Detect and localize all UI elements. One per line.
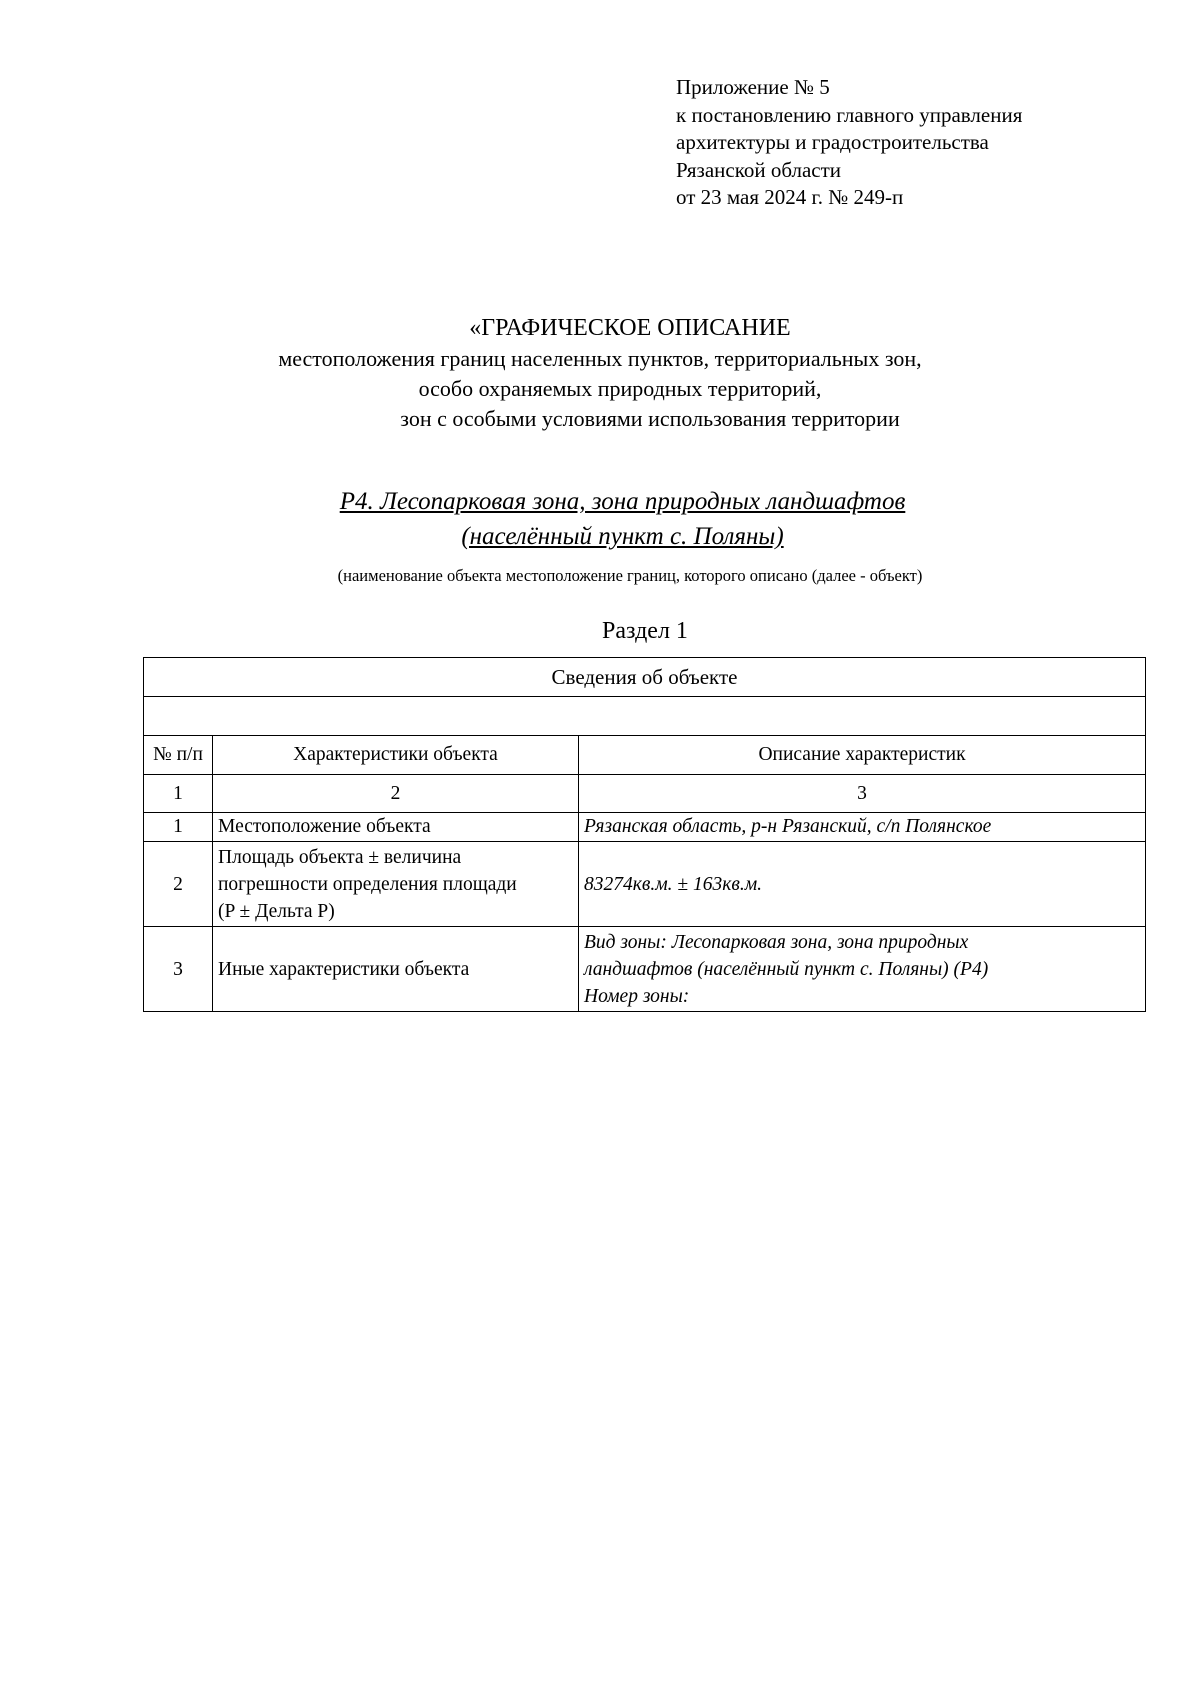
appendix-line: от 23 мая 2024 г. № 249-п [676,185,904,209]
characteristic-line: Местоположение объекта [218,816,431,837]
object-info-table [143,657,1146,1012]
object-name-hint: (наименование объекта местоположение границ, которого описано (далее - объект) [337,566,923,585]
section-title: Раздел 1 [602,618,688,644]
appendix-line: Рязанской области [676,157,842,182]
description-line: 83274кв.м. ± 163кв.м. [584,873,763,895]
document-title [0,312,1200,434]
characteristic-line: погрешности определения площади [218,873,517,895]
appendix-line: Приложение № 5 [676,75,830,99]
description-line: ландшафтов (населённый пункт с. Поляны) (Р4) [584,958,989,980]
row-num: 2 [144,842,213,927]
characteristic-line: Площадь объекта ± величина [218,846,462,868]
description-line: Вид зоны: Лесопарковая зона, зона природных [584,931,969,953]
table-header-row [144,736,1146,775]
description-line: Номер зоны: [584,985,690,1007]
object-name [0,484,1200,554]
appendix-line: к постановлению главного управления [676,102,1023,127]
appendix-line: архитектуры и градостроительства [676,130,989,154]
row-description [579,842,1146,927]
row-description [579,927,1146,1012]
object-name-line: (населённый пункт с. Поляны) [461,523,784,550]
characteristic-line: (P ± Дельта P) [218,900,335,922]
column-header-num: № п/п [144,736,213,775]
title-main: «ГРАФИЧЕСКОЕ ОПИСАНИЕ [469,315,791,341]
column-header-description: Описание характеристик [579,736,1146,775]
subtitle-line: зон с особыми условиями использования территории [400,406,900,431]
table-title-row [144,658,1146,697]
description-line: Рязанская область, р-н Рязанский, с/п Полянское [584,816,992,837]
table-row [144,813,1146,842]
column-number: 1 [144,775,213,813]
row-characteristic [213,813,579,842]
characteristic-line: Иные характеристики объекта [218,958,470,980]
row-num: 1 [144,813,213,842]
table-title: Сведения об объекте [144,658,1146,697]
table-blank-cell [144,697,1146,736]
row-num: 3 [144,927,213,1012]
object-name-line: Р4. Лесопарковая зона, зона природных ландшафтов [339,488,906,515]
row-characteristic [213,927,579,1012]
subtitle-line: особо охраняемых природных территорий, [418,376,822,401]
column-number: 3 [579,775,1146,813]
table-row [144,842,1146,927]
table-row [144,927,1146,1012]
table-column-numbers-row [144,775,1146,813]
appendix-header [676,74,1022,212]
subtitle-line: местоположения границ населенных пунктов, территориальных зон, [278,346,922,371]
table-blank-row [144,697,1146,736]
row-characteristic [213,842,579,927]
column-number: 2 [213,775,579,813]
row-description [579,813,1146,842]
column-header-characteristic: Характеристики объекта [213,736,579,775]
